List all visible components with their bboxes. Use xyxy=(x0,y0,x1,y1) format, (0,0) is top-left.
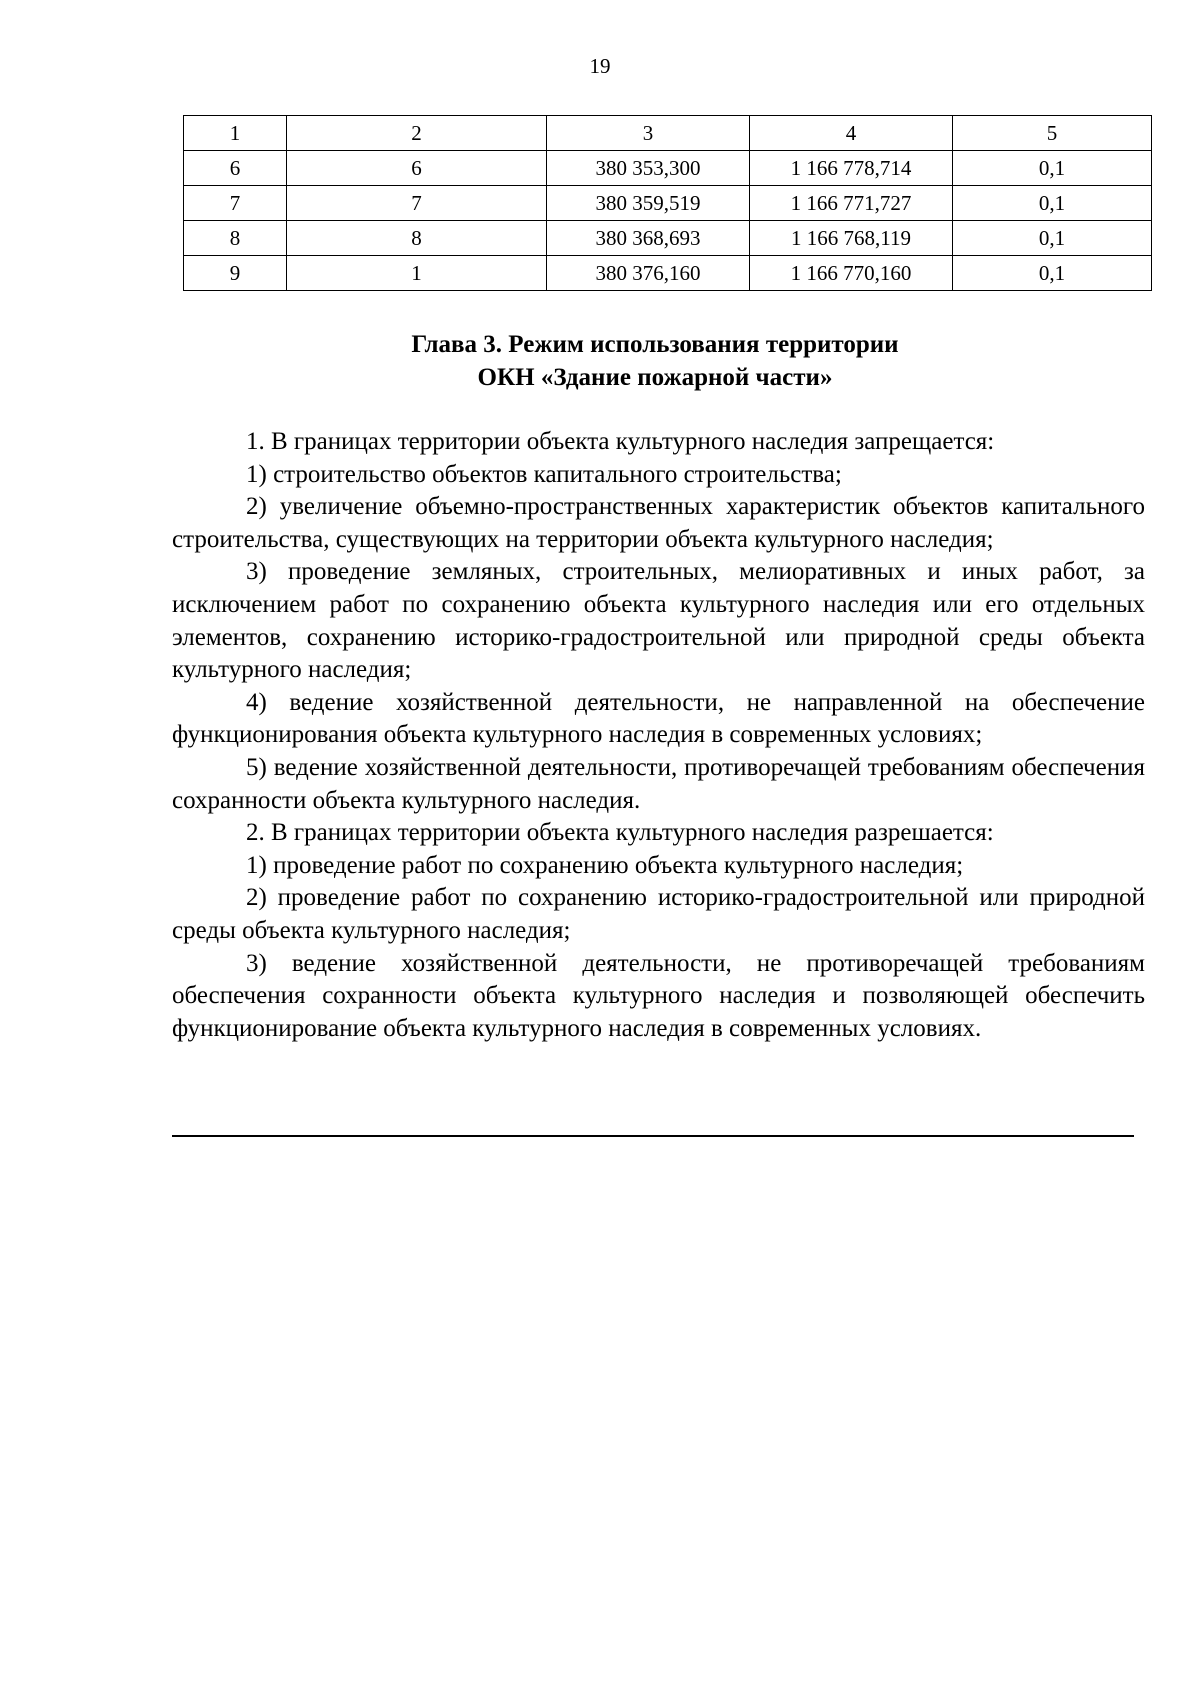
table-row xyxy=(184,256,1152,291)
coordinates-table xyxy=(183,115,1152,291)
chapter-heading-line-2: ОКН «Здание пожарной части» xyxy=(477,364,833,391)
table-header-cell: 3 xyxy=(547,116,750,151)
table-cell: 6 xyxy=(184,151,287,186)
table-header-cell: 2 xyxy=(287,116,547,151)
table-cell: 8 xyxy=(287,221,547,256)
table-cell: 0,1 xyxy=(953,186,1152,221)
table-cell: 7 xyxy=(287,186,547,221)
table-cell: 7 xyxy=(184,186,287,221)
table-cell: 380 368,693 xyxy=(547,221,750,256)
list-item: 2) проведение работ по сохранению историко-градостроительной или природной среды объекта культурного наследия; xyxy=(172,884,1145,944)
table-header-cell: 5 xyxy=(953,116,1152,151)
list-item: 1) проведение работ по сохранению объекта культурного наследия; xyxy=(246,851,964,879)
list-item: 1) строительство объектов капитального строительства; xyxy=(246,460,842,488)
table-cell: 380 359,519 xyxy=(547,186,750,221)
end-divider-line xyxy=(172,1135,1134,1137)
table-row xyxy=(184,221,1152,256)
table-header-row xyxy=(184,116,1152,151)
table-cell: 380 353,300 xyxy=(547,151,750,186)
table-cell: 0,1 xyxy=(953,221,1152,256)
table-cell: 380 376,160 xyxy=(547,256,750,291)
list-item: 2) увеличение объемно-пространственных характеристик объектов капитального строительства, существующих на территории объекта культурного наследия; xyxy=(172,493,1145,553)
chapter-heading-line-1: Глава 3. Режим использования территории xyxy=(411,331,899,358)
chapter-heading xyxy=(0,328,1200,394)
table-header-cell: 1 xyxy=(184,116,287,151)
list-item: 3) проведение земляных, строительных, мелиоративных и иных работ, за исключением работ по сохранению объекта культурного наследия или его отдельных элементов, сохранению историко-градостроительной или природной среды объекта культурного наследия; xyxy=(172,558,1145,684)
table-cell: 8 xyxy=(184,221,287,256)
table-cell: 1 166 768,119 xyxy=(750,221,953,256)
list-item: 3) ведение хозяйственной деятельности, не противоречащей требованиям обеспечения сохранности объекта культурного наследия и позволяющей обеспечить функционирование объекта культурного наследия в современных условиях. xyxy=(172,949,1145,1042)
table-row xyxy=(184,186,1152,221)
table-cell: 9 xyxy=(184,256,287,291)
paragraph-prohibited-intro: 1. В границах территории объекта культурного наследия запрещается: xyxy=(246,428,995,455)
table-cell: 1 166 771,727 xyxy=(750,186,953,221)
table-header-cell: 4 xyxy=(750,116,953,151)
list-item: 5) ведение хозяйственной деятельности, противоречащей требованиям обеспечения сохранности объекта культурного наследия. xyxy=(172,753,1145,814)
table-cell: 1 166 778,714 xyxy=(750,151,953,186)
list-item: 4) ведение хозяйственной деятельности, не направленной на обеспечение функционирования объекта культурного наследия в современных условиях; xyxy=(172,688,1145,749)
table-cell: 0,1 xyxy=(953,151,1152,186)
page-number: 19 xyxy=(589,54,611,78)
paragraph-permitted-intro: 2. В границах территории объекта культурного наследия разрешается: xyxy=(246,819,994,847)
table-row xyxy=(184,151,1152,186)
table-cell: 1 166 770,160 xyxy=(750,256,953,291)
table-cell: 6 xyxy=(287,151,547,186)
table-cell: 0,1 xyxy=(953,256,1152,291)
table-cell: 1 xyxy=(287,256,547,291)
body-text xyxy=(172,426,1145,1045)
